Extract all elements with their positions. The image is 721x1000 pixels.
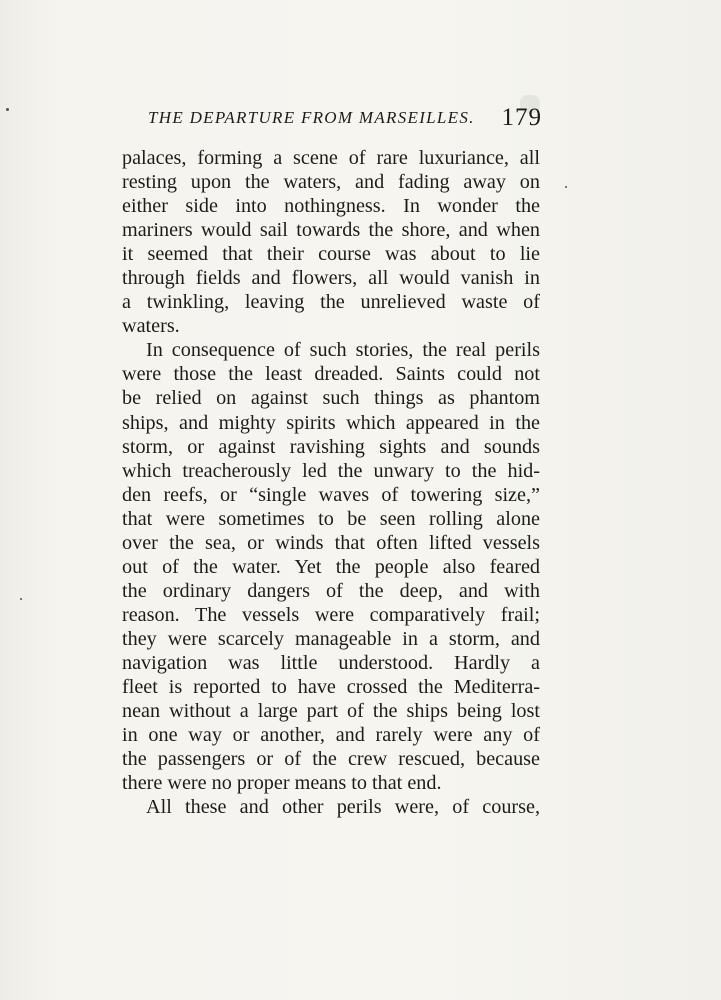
text-line: be relied on against such things as phantom <box>122 387 540 410</box>
text-line: a twinkling, leaving the unrelieved waste of <box>122 291 540 314</box>
text-line: either side into nothingness. In wonder the <box>122 195 540 218</box>
text-line: nean without a large part of the ships being lost <box>122 700 540 723</box>
running-head <box>148 104 542 134</box>
text-line: palaces, forming a scene of rare luxuriance, all <box>122 147 540 169</box>
paragraph-first-line: All these and other perils were, of course, <box>146 796 540 819</box>
page-number: 179 <box>501 104 542 131</box>
text-line: mariners would sail towards the shore, and when <box>122 219 540 242</box>
text-line: in one way or another, and rarely were any of <box>122 724 540 747</box>
text-line: navigation was little understood. Hardly a <box>122 651 540 674</box>
paper-speck <box>565 186 567 188</box>
text-line: reason. The vessels were comparatively frail; <box>122 603 540 626</box>
text-line: it seemed that their course was about to lie <box>122 243 540 266</box>
text-line: the passengers or of the crew rescued, because <box>122 748 540 771</box>
text-line: the ordinary dangers of the deep, and with <box>122 579 540 602</box>
text-line: out of the water. Yet the people also feared <box>122 555 540 578</box>
paper-speck <box>6 108 9 111</box>
text-line: that were sometimes to be seen rolling alone <box>122 507 540 530</box>
paper-speck <box>20 598 22 600</box>
text-line: which treacherously led the unwary to the hid- <box>122 459 540 482</box>
text-line: den reefs, or “single waves of towering size,” <box>122 483 540 506</box>
running-title: THE DEPARTURE FROM MARSEILLES. <box>148 108 475 127</box>
text-line: over the sea, or winds that often lifted vessels <box>122 531 540 554</box>
text-line: they were scarcely manageable in a storm, and <box>122 627 540 650</box>
paragraph-last-line: waters. <box>122 315 180 338</box>
text-line: resting upon the waters, and fading away on <box>122 171 540 194</box>
text-line: were those the least dreaded. Saints could not <box>122 363 540 386</box>
text-line: storm, or against ravishing sights and sounds <box>122 435 540 458</box>
text-line: through fields and flowers, all would vanish in <box>122 267 540 290</box>
paragraph-last-line: there were no proper means to that end. <box>122 772 442 795</box>
body-text <box>122 146 540 819</box>
paragraph-first-line: In consequence of such stories, the real perils <box>146 339 540 362</box>
text-line: fleet is reported to have crossed the Mediterra- <box>122 676 540 699</box>
text-line: ships, and mighty spirits which appeared in the <box>122 411 540 434</box>
